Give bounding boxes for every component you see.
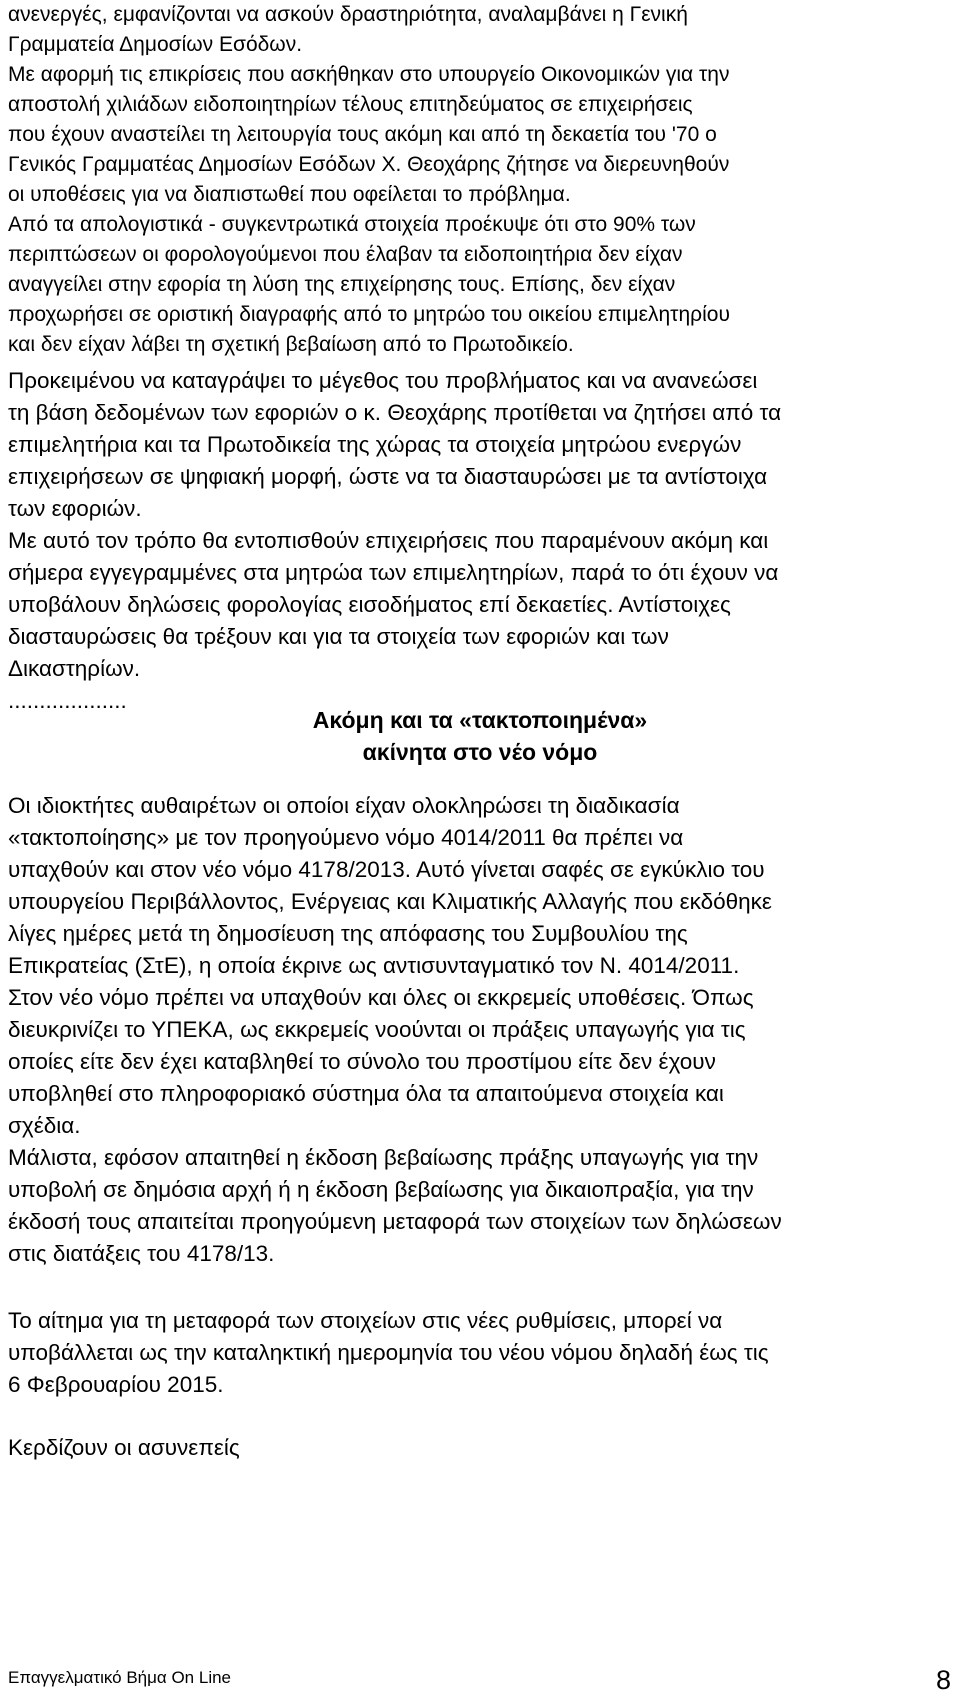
heading-line: Ακόμη και τα «τακτοποιημένα» — [312, 707, 648, 733]
text-line: υποβάλλεται ως την καταληκτική ημερομηνία του νέου νόμου δηλαδή έως τις — [8, 1340, 769, 1365]
subheading: Κερδίζουν οι ασυνεπείς — [8, 1435, 240, 1460]
page-number: 8 — [936, 1665, 952, 1695]
text-line: τη βάση δεδομένων των εφοριών ο κ. Θεοχάρης προτίθεται να ζητήσει από τα — [8, 400, 782, 425]
article-paragraphs-unauthorized-buildings — [8, 790, 948, 1270]
footer-publication-name: Επαγγελματικό Βήμα On Line — [8, 1668, 232, 1687]
text-line: λίγες ημέρες μετά τη δημοσίευση της απόφασης του Συμβουλίου της — [8, 921, 688, 946]
text-line: οποίες είτε δεν έχει καταβληθεί το σύνολο του προστίμου είτε δεν έχουν — [8, 1049, 716, 1074]
text-line: αποστολή χιλιάδων ειδοποιητηρίων τέλους επιτηδεύματος σε επιχειρήσεις — [8, 93, 693, 116]
text-line: Προκειμένου να καταγράψει το μέγεθος του προβλήματος και να ανανεώσει — [8, 368, 758, 393]
text-line: περιπτώσεων οι φορολογούμενοι που έλαβαν τα ειδοποιητήρια δεν είχαν — [8, 243, 683, 266]
text-line: υποβάλουν δηλώσεις φορολογίας εισοδήματος επί δεκαετίες. Αντίστοιχες — [8, 592, 731, 617]
text-line: αναγγείλει στην εφορία τη λύση της επιχείρησης τους. Επίσης, δεν είχαν — [8, 273, 676, 296]
text-line: σχέδια. — [8, 1113, 81, 1138]
text-line: που έχουν αναστείλει τη λειτουργία τους ακόμη και από τη δεκαετία του '70 ο — [8, 123, 717, 146]
article-paragraphs-tax-notices — [8, 0, 948, 360]
text-line: Δικαστηρίων. — [8, 656, 141, 681]
text-line: έκδοσή τους απαιτείται προηγούμενη μεταφορά των στοιχείων των δηλώσεων — [8, 1209, 782, 1234]
text-line: υποβολή σε δημόσια αρχή ή η έκδοση βεβαίωσης για δικαιοπραξία, για την — [8, 1177, 754, 1202]
article-paragraphs-registries — [8, 365, 948, 717]
text-line: Με αφορμή τις επικρίσεις που ασκήθηκαν στο υπουργείο Οικονομικών για την — [8, 63, 730, 86]
text-line: Το αίτημα για τη μεταφορά των στοιχείων στις νέες ρυθμίσεις, μπορεί να — [8, 1308, 723, 1333]
text-line: υποβληθεί στο πληροφοριακό σύστημα όλα τα απαιτούμενα στοιχεία και — [8, 1081, 724, 1106]
text-line: Επικρατείας (ΣτΕ), η οποία έκρινε ως αντισυνταγματικό τον Ν. 4014/2011. — [8, 953, 740, 978]
article-paragraph-deadline — [8, 1305, 948, 1401]
text-line: υπουργείου Περιβάλλοντος, Ενέργειας και Κλιματικής Αλλαγής που εκδόθηκε — [8, 889, 772, 914]
text-line: και δεν είχαν λάβει τη σχετική βεβαίωση από το Πρωτοδικείο. — [8, 333, 574, 356]
text-line: «τακτοποίησης» με τον προηγούμενο νόμο 4014/2011 θα πρέπει να — [8, 825, 684, 850]
text-line: ανενεργές, εμφανίζονται να ασκούν δραστηριότητα, αναλαμβάνει η Γενική — [8, 3, 688, 26]
text-line: 6 Φεβρουαρίου 2015. — [8, 1372, 224, 1397]
text-line: Από τα απολογιστικά - συγκεντρωτικά στοιχεία προέκυψε ότι στο 90% των — [8, 213, 696, 236]
heading-line: ακίνητα στο νέο νόμο — [362, 739, 598, 765]
text-line: στις διατάξεις του 4178/13. — [8, 1241, 275, 1266]
text-line: σήμερα εγγεγραμμένες στα μητρώα των επιμελητηρίων, παρά το ότι έχουν να — [8, 560, 779, 585]
text-line: διασταυρώσεις θα τρέξουν και για τα στοιχεία των εφοριών και των — [8, 624, 669, 649]
text-line: επιμελητήρια και τα Πρωτοδικεία της χώρας τα στοιχεία μητρώου ενεργών — [8, 432, 742, 457]
text-line: Γραμματεία Δημοσίων Εσόδων. — [8, 33, 303, 56]
text-line: οι υποθέσεις για να διαπιστωθεί που οφείλεται το πρόβλημα. — [8, 183, 571, 206]
text-line: των εφοριών. — [8, 496, 142, 521]
text-line: υπαχθούν και στον νέο νόμο 4178/2013. Αυτό γίνεται σαφές σε εγκύκλιο του — [8, 857, 765, 882]
text-line: Οι ιδιοκτήτες αυθαιρέτων οι οποίοι είχαν ολοκληρώσει τη διαδικασία — [8, 793, 680, 818]
text-line: Μάλιστα, εφόσον απαιτηθεί η έκδοση βεβαίωσης πράξης υπαγωγής για την — [8, 1145, 759, 1170]
text-line: επιχειρήσεων σε ψηφιακή μορφή, ώστε να τα διασταυρώσει με τα αντίστοιχα — [8, 464, 768, 489]
section-heading — [0, 704, 960, 768]
ellipsis-separator: ................... — [8, 688, 127, 713]
text-line: Με αυτό τον τρόπο θα εντοπισθούν επιχειρήσεις που παραμένουν ακόμη και — [8, 528, 769, 553]
text-line: Γενικός Γραμματέας Δημοσίων Εσόδων Χ. Θεοχάρης ζήτησε να διερευνηθούν — [8, 153, 730, 176]
text-line: διευκρινίζει το ΥΠΕΚΑ, ως εκκρεμείς νοούνται οι πράξεις υπαγωγής για τις — [8, 1017, 746, 1042]
text-line: Στον νέο νόμο πρέπει να υπαχθούν και όλες οι εκκρεμείς υποθέσεις. Όπως — [8, 985, 754, 1010]
text-line: προχωρήσει σε οριστική διαγραφής από το μητρώο του οικείου επιμελητηρίου — [8, 303, 730, 326]
